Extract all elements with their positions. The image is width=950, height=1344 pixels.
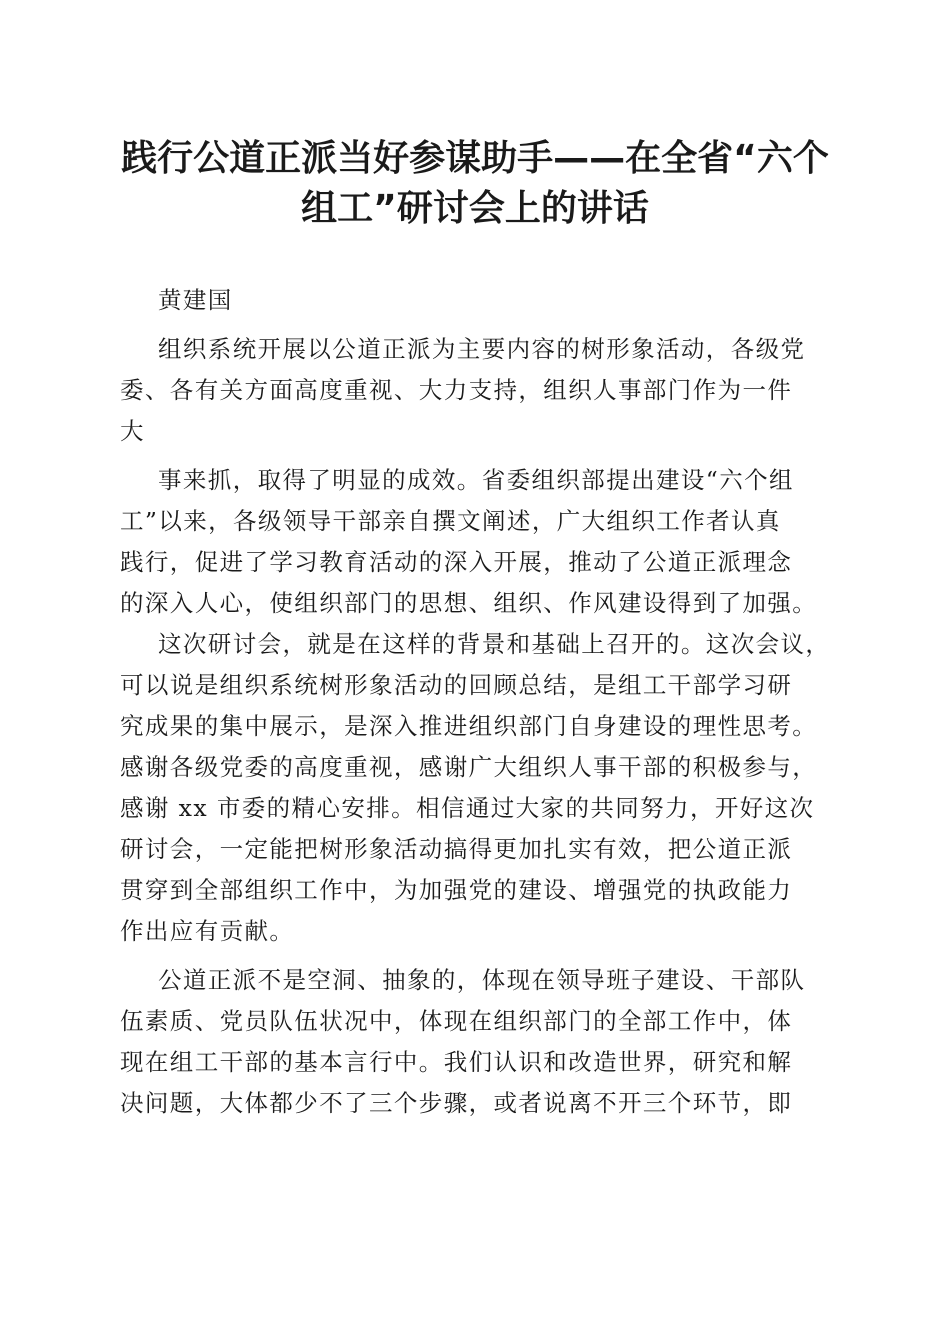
paragraph-line: 工”以来，各级领导干部亲自撰文阐述，广大组织工作者认真 — [120, 507, 781, 535]
paragraph-line: 公道正派不是空洞、抽象的，体现在领导班子建设、干部队 — [158, 966, 806, 994]
paragraph-line: 这次研讨会，就是在这样的背景和基础上召开的。这次会议， — [158, 630, 831, 658]
paragraph-line: 现在组工干部的基本言行中。我们认识和改造世界，研究和解 — [120, 1048, 793, 1076]
paragraph-line: 决问题，大体都少不了三个步骤，或者说离不开三个环节，即 — [120, 1089, 793, 1117]
paragraph-line: 组织系统开展以公道正派为主要内容的树形象活动，各级党 — [158, 335, 806, 363]
paragraph-line: 委、各有关方面高度重视、大力支持，组织人事部门作为一件 — [120, 376, 793, 404]
title-line-1: 践行公道正派当好参谋助手——在全省“六个 — [121, 138, 829, 179]
paragraph-line: 感谢各级党委的高度重视，感谢广大组织人事干部的积极参与， — [120, 753, 818, 781]
paragraph-line: 贯穿到全部组织工作中，为加强党的建设、增强党的执政能力 — [120, 876, 793, 904]
paragraph-line: 究成果的集中展示，是深入推进组织部门自身建设的理性思考。 — [120, 712, 818, 740]
paragraph-line: 感谢 xx 市委的精心安排。相信通过大家的共同努力，开好这次 — [120, 794, 815, 822]
document-body — [120, 280, 832, 1124]
paragraph-line: 践行，促进了学习教育活动的深入开展，推动了公道正派理念 — [120, 548, 793, 576]
paragraph-line: 的深入人心，使组织部门的思想、组织、作风建设得到了加强。 — [120, 589, 818, 617]
paragraph-line: 研讨会，一定能把树形象活动搞得更加扎实有效，把公道正派 — [120, 835, 793, 863]
author-name: 黄建国 — [158, 286, 233, 314]
paragraph-line: 伍素质、党员队伍状况中，体现在组织部门的全部工作中，体 — [120, 1007, 793, 1035]
title-line-2: 组工”研讨会上的讲话 — [301, 188, 649, 229]
paragraph-line: 大 — [120, 417, 145, 445]
paragraph-line: 作出应有贡献。 — [120, 917, 295, 945]
paragraph-line: 可以说是组织系统树形象活动的回顾总结，是组工干部学习研 — [120, 671, 793, 699]
paragraph-line: 事来抓，取得了明显的成效。省委组织部提出建设“六个组 — [158, 466, 794, 494]
document-title — [100, 134, 850, 234]
